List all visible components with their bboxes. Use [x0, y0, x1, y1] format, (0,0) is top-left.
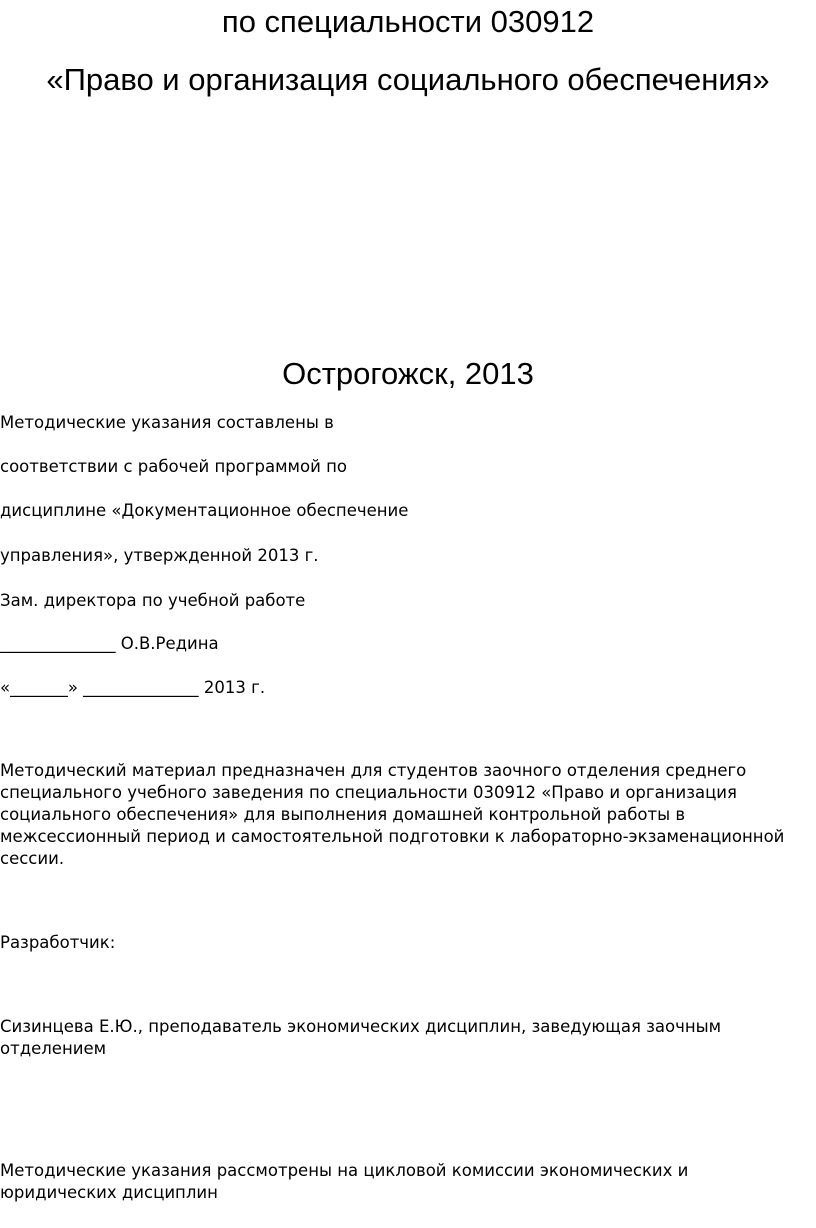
- city-year: Острогожск, 2013: [282, 356, 534, 391]
- specialty-line: по специальности 030912: [221, 4, 595, 39]
- developer-label: Разработчик:: [0, 933, 116, 952]
- approval-line-3: дисциплине «Документационное обеспечение: [0, 501, 409, 520]
- purpose-paragraph: Методический материал предназначен для студентов заочного отделения среднего специального учебного заведения по специальности 030912 «Право и организация социального обеспечения» для выполнения домашней контрольной работы в межсессионный период и самостоятельной подготовки к лабораторно-экзаменационной сессии.: [0, 761, 785, 868]
- specialty-name: «Право и организация социального обеспечения»: [46, 62, 770, 97]
- approval-line-1: Методические указания составлены в: [0, 413, 334, 432]
- approval-line-4: управления», утвержденной 2013 г.: [0, 546, 319, 565]
- review-paragraph: Методические указания рассмотрены на цикловой комиссии экономических и юридических дисциплин: [0, 1161, 689, 1202]
- approver-signature: ______________ О.В.Редина: [0, 634, 219, 653]
- developer-paragraph: Сизинцева Е.Ю., преподаватель экономических дисциплин, заведующая заочным отделением: [0, 1017, 722, 1058]
- approval-date: «_______» ______________ 2013 г.: [0, 678, 266, 697]
- approver-position: Зам. директора по учебной работе: [0, 591, 306, 610]
- approval-line-2: соответствии с рабочей программой по: [0, 457, 347, 476]
